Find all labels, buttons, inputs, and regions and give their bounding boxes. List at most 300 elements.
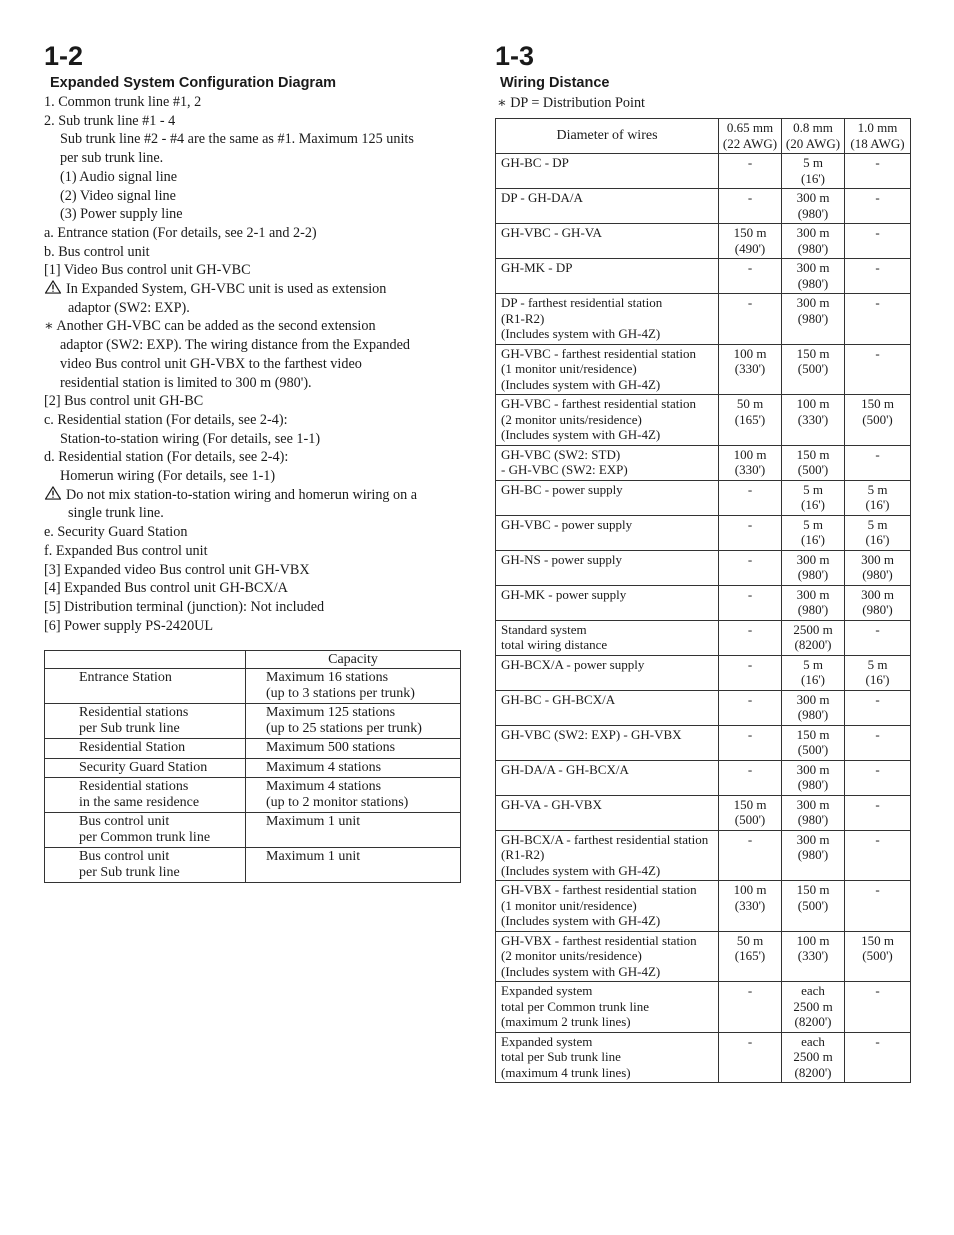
list-text: adaptor (SW2: EXP). The wiring distance from the Expanded <box>60 337 410 354</box>
list-item <box>44 355 464 374</box>
distance-cell <box>845 1032 911 1083</box>
cell-line: 100 m <box>733 882 767 897</box>
table-row <box>496 224 911 259</box>
table-row <box>496 395 911 446</box>
cell-line: - <box>875 155 880 170</box>
cell-line: 300 m <box>796 831 830 847</box>
cell-line: (980') <box>797 847 829 862</box>
distance-cell <box>719 445 782 480</box>
list-item <box>44 224 464 243</box>
route-cell <box>496 189 719 224</box>
distance-cell <box>782 690 845 725</box>
cell-line: (500') <box>797 897 829 913</box>
cell-line: - <box>875 726 880 742</box>
cell-line: - <box>875 345 880 361</box>
cell-line: - GH-VBC (SW2: EXP) <box>501 462 628 477</box>
list-item <box>44 486 464 505</box>
distance-cell <box>782 550 845 585</box>
list-item <box>44 617 464 636</box>
cell-line: GH-BC - power supply <box>501 481 623 497</box>
list-item <box>44 336 464 355</box>
cell-line: (980') <box>797 602 829 617</box>
cell-line: 150 m <box>733 225 767 240</box>
list-marker: [1] <box>44 262 61 279</box>
distance-cell <box>845 655 911 690</box>
distance-cell <box>719 515 782 550</box>
cell-line: GH-VBC (SW2: EXP) - GH-VBX <box>501 726 682 742</box>
cell-line: 300 m <box>796 225 830 240</box>
capacity-cell <box>246 669 461 704</box>
header-line: (20 AWG) <box>785 135 841 151</box>
list-item <box>44 299 464 318</box>
list-text: Expanded video Bus control unit GH-VBX <box>64 561 310 578</box>
table-row <box>496 982 911 1033</box>
table-header-row <box>45 651 461 669</box>
cell-line: - <box>747 621 753 637</box>
cell-line: 300 m <box>861 551 894 567</box>
list-marker: d. <box>44 449 55 466</box>
distance-cell <box>845 550 911 585</box>
cell-line: (500') <box>797 462 829 477</box>
list-text: Residential station (For details, see 2-4): <box>57 411 288 428</box>
cell-line: - <box>747 190 753 205</box>
distance-cell <box>845 224 911 259</box>
distance-cell <box>782 760 845 795</box>
list-marker: f. <box>44 542 53 559</box>
route-cell <box>496 795 719 830</box>
cell-line: each <box>801 1033 825 1049</box>
cell-line: (Includes system with GH-4Z) <box>501 913 661 928</box>
capacity-cell <box>246 813 461 848</box>
list-marker: [2] <box>44 393 61 410</box>
cell-line: (8200') <box>794 1064 832 1080</box>
distance-cell <box>782 189 845 224</box>
table-row <box>496 690 911 725</box>
table-header-row <box>496 119 911 154</box>
cell-line: (980') <box>797 777 829 792</box>
cell-line: - <box>747 481 753 497</box>
cell-line: - <box>747 656 753 672</box>
header-line: 1.0 mm <box>857 120 898 135</box>
cell-line: (330') <box>797 411 829 427</box>
distance-cell <box>719 931 782 982</box>
cell-line: 50 m <box>736 932 764 948</box>
list-item <box>44 243 464 262</box>
cell-line: GH-BC - DP <box>501 155 569 170</box>
cell-line: Standard system <box>501 621 587 637</box>
route-cell <box>496 259 719 294</box>
cell-line: GH-BC - GH-BCX/A <box>501 691 616 707</box>
cell-line: 300 m <box>796 586 830 602</box>
cell-line: Bus control unit <box>79 814 170 829</box>
cell-line: (16') <box>865 672 890 687</box>
cell-line: (16') <box>800 497 825 512</box>
cell-line: (maximum 2 trunk lines) <box>501 1014 631 1029</box>
list-text: Do not mix station-to-station wiring and homerun wiring on a <box>66 486 418 503</box>
distance-cell <box>845 259 911 294</box>
list-text: Power supply PS-2420UL <box>64 617 214 634</box>
distance-cell <box>782 795 845 830</box>
warning-icon <box>44 486 62 500</box>
cell-line: Expanded system <box>501 983 593 998</box>
cell-line: per Common trunk line <box>79 829 211 845</box>
route-cell <box>496 1032 719 1083</box>
table-row <box>45 739 461 759</box>
cell-line: - <box>875 1033 880 1049</box>
cell-line: Bus control unit <box>79 849 170 864</box>
capacity-cell <box>246 758 461 778</box>
cell-line: GH-VBC - farthest residential station <box>501 396 696 411</box>
dp-note: ∗ DP = Distribution Point <box>497 95 645 111</box>
list-item <box>44 523 464 542</box>
cell-line: - <box>747 983 753 998</box>
distance-cell <box>782 154 845 189</box>
cell-line: - <box>875 446 880 462</box>
cell-line: 300 m <box>796 190 830 205</box>
cell-line: (500') <box>797 742 829 757</box>
cell-line: (R1-R2) <box>501 847 545 862</box>
cell-line: per Sub trunk line <box>79 720 180 736</box>
list-marker: a. <box>44 224 54 241</box>
distance-cell <box>782 344 845 395</box>
cell-line: (up to 2 monitor stations) <box>266 794 409 810</box>
cell-line: 5 m <box>867 656 888 672</box>
list-text: Video Bus control unit GH-VBC <box>63 262 251 279</box>
cell-line: GH-VBC - farthest residential station <box>501 345 696 361</box>
list-item <box>44 93 464 112</box>
cell-line: total per Sub trunk line <box>501 1049 621 1064</box>
cell-line: - <box>875 882 880 897</box>
cell-line: - <box>875 761 880 777</box>
table-row <box>45 669 461 704</box>
cell-line: Expanded system <box>501 1033 593 1049</box>
distance-cell <box>782 294 845 345</box>
distance-cell <box>719 881 782 932</box>
list-item <box>44 467 464 486</box>
cell-line: (16') <box>800 170 825 186</box>
list-item <box>44 261 464 280</box>
cell-line: (16') <box>800 672 825 687</box>
cell-line: Entrance Station <box>79 670 172 685</box>
cell-line: GH-NS - power supply <box>501 551 622 567</box>
table-row <box>496 294 911 345</box>
cell-line: 300 m <box>796 551 830 567</box>
cell-line: total wiring distance <box>501 637 608 652</box>
cell-line: 150 m <box>861 932 894 948</box>
cell-line: DP - farthest residential station <box>501 295 663 310</box>
section-number: 1-2 <box>44 41 84 71</box>
distance-cell <box>845 795 911 830</box>
item-list <box>44 93 464 635</box>
list-item <box>44 504 464 523</box>
cell-line: GH-MK - power supply <box>501 586 627 602</box>
cell-line: (980') <box>797 707 829 722</box>
cell-line: 300 m <box>796 761 830 777</box>
table-row <box>496 795 911 830</box>
table-row <box>496 515 911 550</box>
list-item <box>44 448 464 467</box>
table-header-cell <box>719 119 782 154</box>
cell-line: GH-VBC (SW2: STD) <box>501 446 621 462</box>
distance-cell <box>845 830 911 881</box>
cell-line: (up to 3 stations per trunk) <box>266 685 415 701</box>
cell-line: (Includes system with GH-4Z) <box>501 376 661 392</box>
list-marker: [6] <box>44 617 61 634</box>
list-item <box>44 205 464 224</box>
distance-cell <box>845 154 911 189</box>
distance-cell <box>782 480 845 515</box>
cell-line: GH-VBX - farthest residential station <box>501 932 697 948</box>
cell-line: (500') <box>734 812 766 827</box>
cell-line: 50 m <box>736 396 764 411</box>
list-text: Bus control unit <box>58 243 150 260</box>
cell-line: (500') <box>797 361 829 376</box>
list-text: Expanded Bus control unit GH-BCX/A <box>64 580 288 597</box>
cell-line: GH-VBX - farthest residential station <box>501 882 697 897</box>
cell-line: (330') <box>734 361 766 376</box>
list-text: residential station is limited to 300 m (980'). <box>60 374 312 391</box>
cell-line: Maximum 1 unit <box>266 814 361 829</box>
cell-line: 150 m <box>733 796 767 812</box>
cell-line: 300 m <box>861 586 894 602</box>
cell-line: Residential Station <box>79 740 186 755</box>
distance-cell <box>719 725 782 760</box>
distance-cell <box>845 620 911 655</box>
header-line: 0.8 mm <box>793 120 833 135</box>
distance-cell <box>845 690 911 725</box>
distance-cell <box>782 881 845 932</box>
table-row <box>496 189 911 224</box>
distance-cell <box>782 1032 845 1083</box>
cell-line: 5 m <box>867 516 888 532</box>
distance-cell <box>845 445 911 480</box>
list-text: single trunk line. <box>68 505 164 522</box>
list-text: Another GH-VBC can be added as the second extension <box>56 318 376 335</box>
cell-line: 5 m <box>803 155 823 170</box>
table-row <box>496 344 911 395</box>
route-cell <box>496 515 719 550</box>
cell-line: (1 monitor unit/residence) <box>501 897 637 913</box>
route-cell <box>496 620 719 655</box>
cell-line: - <box>747 155 753 170</box>
list-item <box>44 430 464 449</box>
item-cell <box>45 669 246 704</box>
cell-line: - <box>747 1033 753 1049</box>
distance-cell <box>782 655 845 690</box>
list-item <box>44 280 464 299</box>
list-text: Expanded Bus control unit <box>55 542 208 559</box>
cell-line: (980') <box>797 205 829 221</box>
cell-line: 300 m <box>796 796 830 812</box>
cell-line: (980') <box>862 602 893 617</box>
cell-line: (16') <box>865 497 890 512</box>
cell-line: - <box>747 295 753 310</box>
cell-line: (Includes system with GH-4Z) <box>501 326 661 341</box>
route-cell <box>496 881 719 932</box>
capacity-cell <box>246 704 461 739</box>
list-text: Residential station (For details, see 2-4): <box>58 449 289 466</box>
list-marker: e. <box>44 524 54 541</box>
cell-line: 5 m <box>867 481 888 497</box>
cell-line: Maximum 125 stations <box>266 705 396 720</box>
cell-line: - <box>747 831 753 847</box>
table-row <box>496 585 911 620</box>
distance-cell <box>845 189 911 224</box>
table-row <box>45 848 461 883</box>
distance-cell <box>719 259 782 294</box>
cell-line: 100 m <box>733 345 767 361</box>
table-row <box>496 931 911 982</box>
capacity-table <box>44 650 461 883</box>
list-text: Bus control unit GH-BC <box>64 393 204 410</box>
list-item <box>44 168 464 187</box>
cell-line: - <box>747 726 753 742</box>
cell-line: (up to 25 stations per trunk) <box>266 720 422 736</box>
cell-line: - <box>747 516 753 532</box>
table-row <box>496 620 911 655</box>
route-cell <box>496 690 719 725</box>
table-row <box>496 881 911 932</box>
cell-line: each <box>801 983 825 998</box>
item-cell <box>45 848 246 883</box>
cell-line: - <box>747 551 753 567</box>
cell-line: Maximum 4 stations <box>266 759 382 775</box>
distance-cell <box>782 515 845 550</box>
list-item <box>44 598 464 617</box>
route-cell <box>496 294 719 345</box>
distance-cell <box>782 931 845 982</box>
cell-line: GH-VBC - power supply <box>501 516 633 532</box>
list-text: Entrance station (For details, see 2-1 and 2-2) <box>57 224 317 241</box>
list-marker: [4] <box>44 580 61 597</box>
list-item <box>44 374 464 393</box>
distance-cell <box>719 154 782 189</box>
distance-cell <box>845 515 911 550</box>
table-header-cell <box>782 119 845 154</box>
list-marker: [5] <box>44 598 61 615</box>
distance-cell <box>719 620 782 655</box>
list-text: In Expanded System, GH-VBC unit is used as extension <box>66 281 387 298</box>
distance-cell <box>782 725 845 760</box>
cell-line: Security Guard Station <box>79 759 208 775</box>
cell-line: 2500 m <box>793 1049 833 1064</box>
table-header-cell: Capacity <box>246 651 461 669</box>
header-line: (18 AWG) <box>850 135 905 151</box>
cell-line: - <box>747 691 753 707</box>
list-item <box>44 187 464 206</box>
table-row <box>496 445 911 480</box>
cell-line: 150 m <box>796 345 830 361</box>
distance-cell <box>782 620 845 655</box>
table-row <box>496 725 911 760</box>
cell-line: 2500 m <box>793 998 833 1014</box>
cell-line: (980') <box>797 310 829 326</box>
cell-line: - <box>875 691 880 707</box>
distance-cell <box>719 480 782 515</box>
warning-icon <box>44 280 62 294</box>
distance-cell <box>719 294 782 345</box>
distance-cell <box>845 480 911 515</box>
list-text: Sub trunk line #2 - #4 are the same as #1. Maximum 125 units <box>60 131 414 148</box>
distance-cell <box>845 294 911 345</box>
cell-line: - <box>747 761 753 777</box>
list-item <box>44 411 464 430</box>
cell-line: (2 monitor units/residence) <box>501 411 642 427</box>
list-marker: [3] <box>44 561 61 578</box>
list-text: (2) Video signal line <box>60 187 176 204</box>
route-cell <box>496 830 719 881</box>
cell-line: (Includes system with GH-4Z) <box>501 427 661 442</box>
distance-cell <box>719 395 782 446</box>
distance-cell <box>845 982 911 1033</box>
cell-line: 300 m <box>796 295 830 310</box>
cell-line: (165') <box>734 411 766 427</box>
list-marker: ∗ <box>44 318 54 335</box>
table-row <box>45 778 461 813</box>
cell-line: (500') <box>862 948 893 963</box>
distance-cell <box>719 224 782 259</box>
cell-line: 5 m <box>803 481 823 497</box>
distance-cell <box>845 344 911 395</box>
cell-line: 5 m <box>803 516 823 532</box>
distance-cell <box>782 585 845 620</box>
cell-line: - <box>875 983 880 998</box>
cell-line: 300 m <box>796 691 830 707</box>
cell-line: 150 m <box>861 396 894 411</box>
route-cell <box>496 982 719 1033</box>
cell-line: Residential stations <box>79 779 189 794</box>
table-row <box>496 1032 911 1083</box>
item-cell <box>45 813 246 848</box>
distance-cell <box>782 445 845 480</box>
capacity-cell <box>246 778 461 813</box>
section-number: 1-3 <box>495 41 535 71</box>
cell-line: (980') <box>797 240 829 256</box>
distance-cell <box>719 690 782 725</box>
cell-line: (980') <box>797 567 829 582</box>
header-line: 0.65 mm <box>726 120 774 135</box>
list-text: Security Guard Station <box>57 524 188 541</box>
list-text: (1) Audio signal line <box>60 168 178 185</box>
cell-line: Maximum 1 unit <box>266 849 361 864</box>
route-cell <box>496 480 719 515</box>
cell-line: (490') <box>734 240 766 256</box>
section-title: Expanded System Configuration Diagram <box>50 75 337 91</box>
distance-cell <box>782 259 845 294</box>
cell-line: (330') <box>797 948 829 963</box>
item-cell <box>45 739 246 759</box>
distance-cell <box>719 795 782 830</box>
table-row <box>45 813 461 848</box>
list-marker: c. <box>44 411 54 428</box>
cell-line: Maximum 500 stations <box>266 740 396 755</box>
cell-line: - <box>747 260 753 275</box>
distance-cell <box>782 982 845 1033</box>
route-cell <box>496 725 719 760</box>
distance-cell <box>782 830 845 881</box>
cell-line: (980') <box>797 275 829 291</box>
cell-line: - <box>875 621 880 637</box>
table-row <box>496 830 911 881</box>
distance-cell <box>719 585 782 620</box>
cell-line: 2500 m <box>793 621 833 637</box>
list-item <box>44 561 464 580</box>
list-text: video Bus control unit GH-VBX to the farthest video <box>60 355 362 372</box>
cell-line: (165') <box>734 948 766 963</box>
distance-cell <box>845 395 911 446</box>
route-cell <box>496 585 719 620</box>
route-cell <box>496 550 719 585</box>
